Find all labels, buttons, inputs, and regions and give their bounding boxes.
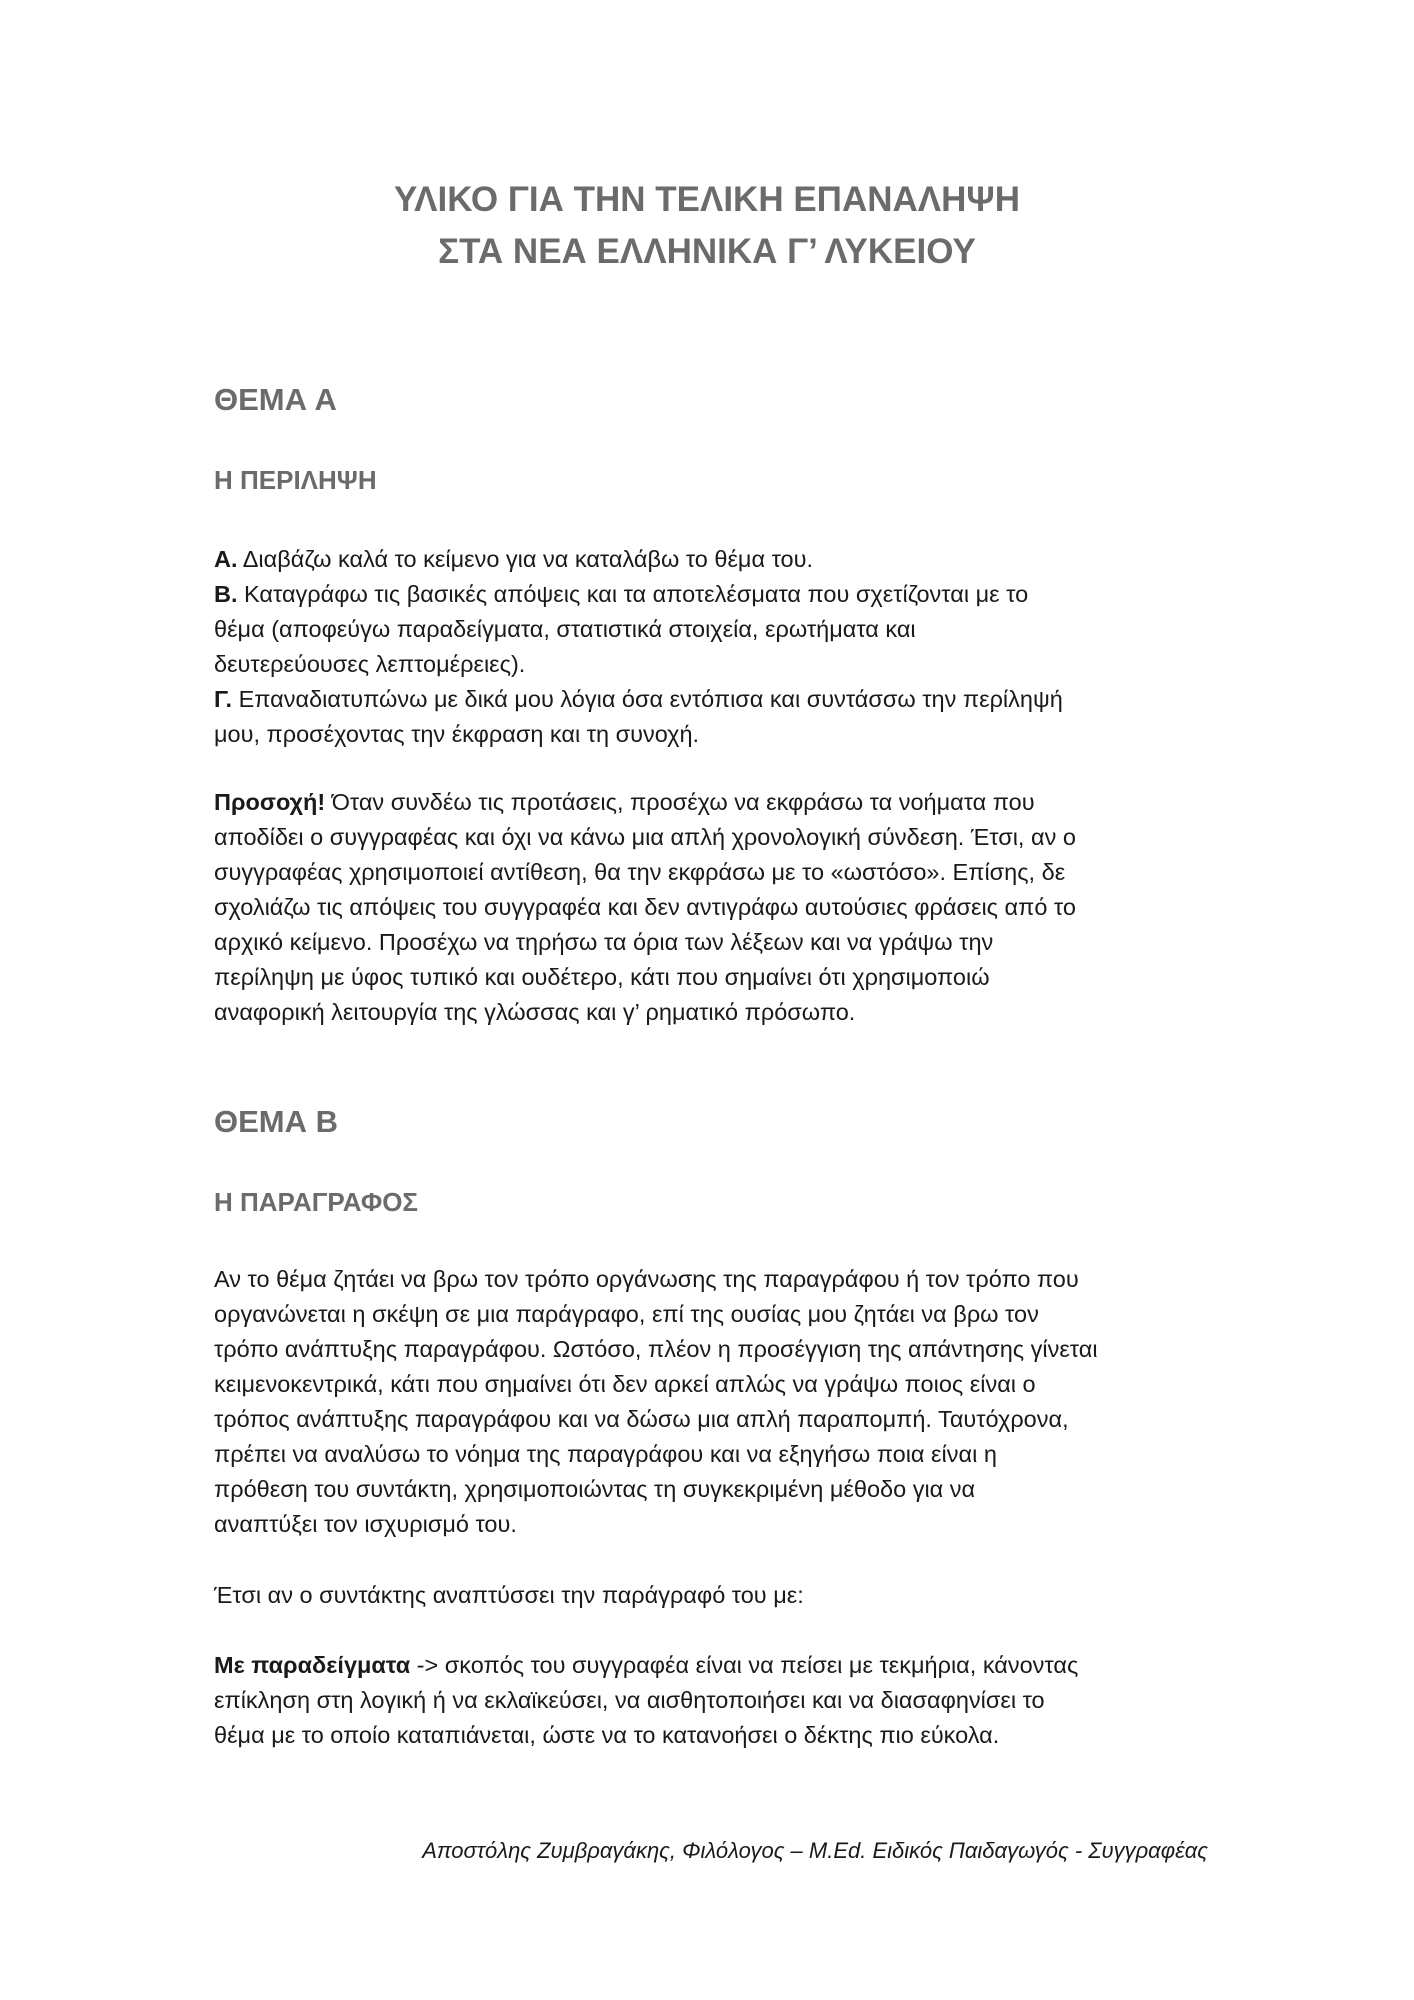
step-b-text-2: θέμα (αποφεύγω παραδείγματα, στατιστικά στοιχεία, ερωτήματα και (214, 616, 916, 642)
step-b-text-1: Καταγράφω τις βασικές απόψεις και τα αποτελέσματα που σχετίζονται με το (244, 581, 1029, 607)
step-b-marker: Β. (214, 581, 238, 607)
document-title (0, 174, 1414, 278)
lead-in-paragraph (214, 1578, 1214, 1613)
attention-text-3: συγγραφέας χρησιμοποιεί αντίθεση, θα την εκφράσω με το «ωστόσο». Επίσης, δε (214, 859, 1066, 885)
intro-line-3: τρόπο ανάπτυξης παραγράφου. Ωστόσο, πλέον η προσέγγιση της απάντησης γίνεται (214, 1336, 1098, 1362)
step-c-line (214, 682, 1214, 717)
intro-line-5: τρόπος ανάπτυξης παραγράφου και να δώσω μια απλή παραπομπή. Ταυτόχρονα, (214, 1406, 1069, 1432)
examples-text-3: θέμα με το οποίο καταπιάνεται, ώστε να το κατανοήσει ο δέκτης πιο εύκολα. (214, 1722, 1000, 1748)
attention-text-4: σχολιάζω τις απόψεις του συγγραφέα και δεν αντιγράφω αυτούσιες φράσεις από το (214, 894, 1076, 920)
step-a-marker: Α. (214, 546, 238, 572)
step-a-text: Διαβάζω καλά το κείμενο για να καταλάβω το θέμα του. (242, 546, 813, 572)
step-b-text-3: δευτερεύουσες λεπτομέρειες). (214, 651, 526, 677)
attention-paragraph (214, 785, 1214, 1030)
attention-text-6: περίληψη με ύφος τυπικό και ουδέτερο, κάτι που σημαίνει ότι χρησιμοποιώ (214, 964, 990, 990)
theme-b-subheading: Η ΠΑΡΑΓΡΑΦΟΣ (214, 1187, 419, 1217)
theme-b-heading: ΘΕΜΑ Β (214, 1104, 338, 1139)
summary-steps (214, 542, 1214, 752)
intro-line-4: κειμενοκεντρικά, κάτι που σημαίνει ότι δεν αρκεί απλώς να γράψω ποιος είναι ο (214, 1371, 1036, 1397)
attention-text-2: αποδίδει ο συγγραφέας και όχι να κάνω μια απλή χρονολογική σύνδεση. Έτσι, αν ο (214, 824, 1076, 850)
attention-label: Προσοχή! (214, 789, 326, 815)
attention-text-7: αναφορική λειτουργία της γλώσσας και γ’ ρηματικό πρόσωπο. (214, 999, 856, 1025)
step-c-text-1: Επαναδιατυπώνω με δικά μου λόγια όσα εντόπισα και συντάσσω την περίληψή (238, 686, 1063, 712)
page-footer-author: Αποστόλης Ζυμβραγάκης, Φιλόλογος – Μ.Ed. Ειδικός Παιδαγωγός - Συγγραφέας (422, 1838, 1208, 1863)
examples-text-2: επίκληση στη λογική ή να εκλαϊκεύσει, να αισθητοποιήσει και να διασαφηνίσει το (214, 1687, 1045, 1713)
intro-line-2: οργανώνεται η σκέψη σε μια παράγραφο, επί της ουσίας μου ζητάει να βρω τον (214, 1301, 1039, 1327)
step-a-line (214, 542, 1214, 577)
theme-a-subheading: Η ΠΕΡΙΛΗΨΗ (214, 465, 377, 495)
attention-line-1 (214, 785, 1214, 820)
intro-line-6: πρέπει να αναλύσω το νόημα της παραγράφου και να εξηγήσω ποια είναι η (214, 1441, 997, 1467)
intro-line-7: πρόθεση του συντάκτη, χρησιμοποιώντας τη συγκεκριμένη μέθοδο για να (214, 1476, 976, 1502)
title-line-2: ΣΤΑ ΝΕΑ ΕΛΛΗΝΙΚΑ Γ’ ΛΥΚΕΙΟΥ (438, 232, 976, 271)
examples-paragraph (214, 1648, 1214, 1753)
paragraph-intro (214, 1262, 1214, 1542)
title-line-1: ΥΛΙΚΟ ΓΙΑ ΤΗΝ ΤΕΛΙΚΗ ΕΠΑΝΑΛΗΨΗ (393, 180, 1020, 219)
step-c-text-2: μου, προσέχοντας την έκφραση και τη συνοχή. (214, 721, 700, 747)
lead-in-text: Έτσι αν ο συντάκτης αναπτύσσει την παράγραφό του με: (214, 1582, 804, 1608)
examples-label: Με παραδείγματα (214, 1652, 411, 1678)
intro-line-8: αναπτύξει τον ισχυρισμό του. (214, 1511, 517, 1537)
theme-a-heading: ΘΕΜΑ Α (214, 382, 337, 417)
step-b-line (214, 577, 1214, 612)
intro-line-1: Αν το θέμα ζητάει να βρω τον τρόπο οργάνωσης της παραγράφου ή τον τρόπο που (214, 1266, 1079, 1292)
attention-text-5: αρχικό κείμενο. Προσέχω να τηρήσω τα όρια των λέξεων και να γράψω την (214, 929, 994, 955)
examples-text-1: -> σκοπός του συγγραφέα είναι να πείσει με τεκμήρια, κάνοντας (410, 1652, 1079, 1678)
examples-line-1 (214, 1648, 1214, 1683)
step-c-marker: Γ. (214, 686, 233, 712)
attention-text-1: Όταν συνδέω τις προτάσεις, προσέχω να εκφράσω τα νοήματα που (331, 789, 1035, 815)
